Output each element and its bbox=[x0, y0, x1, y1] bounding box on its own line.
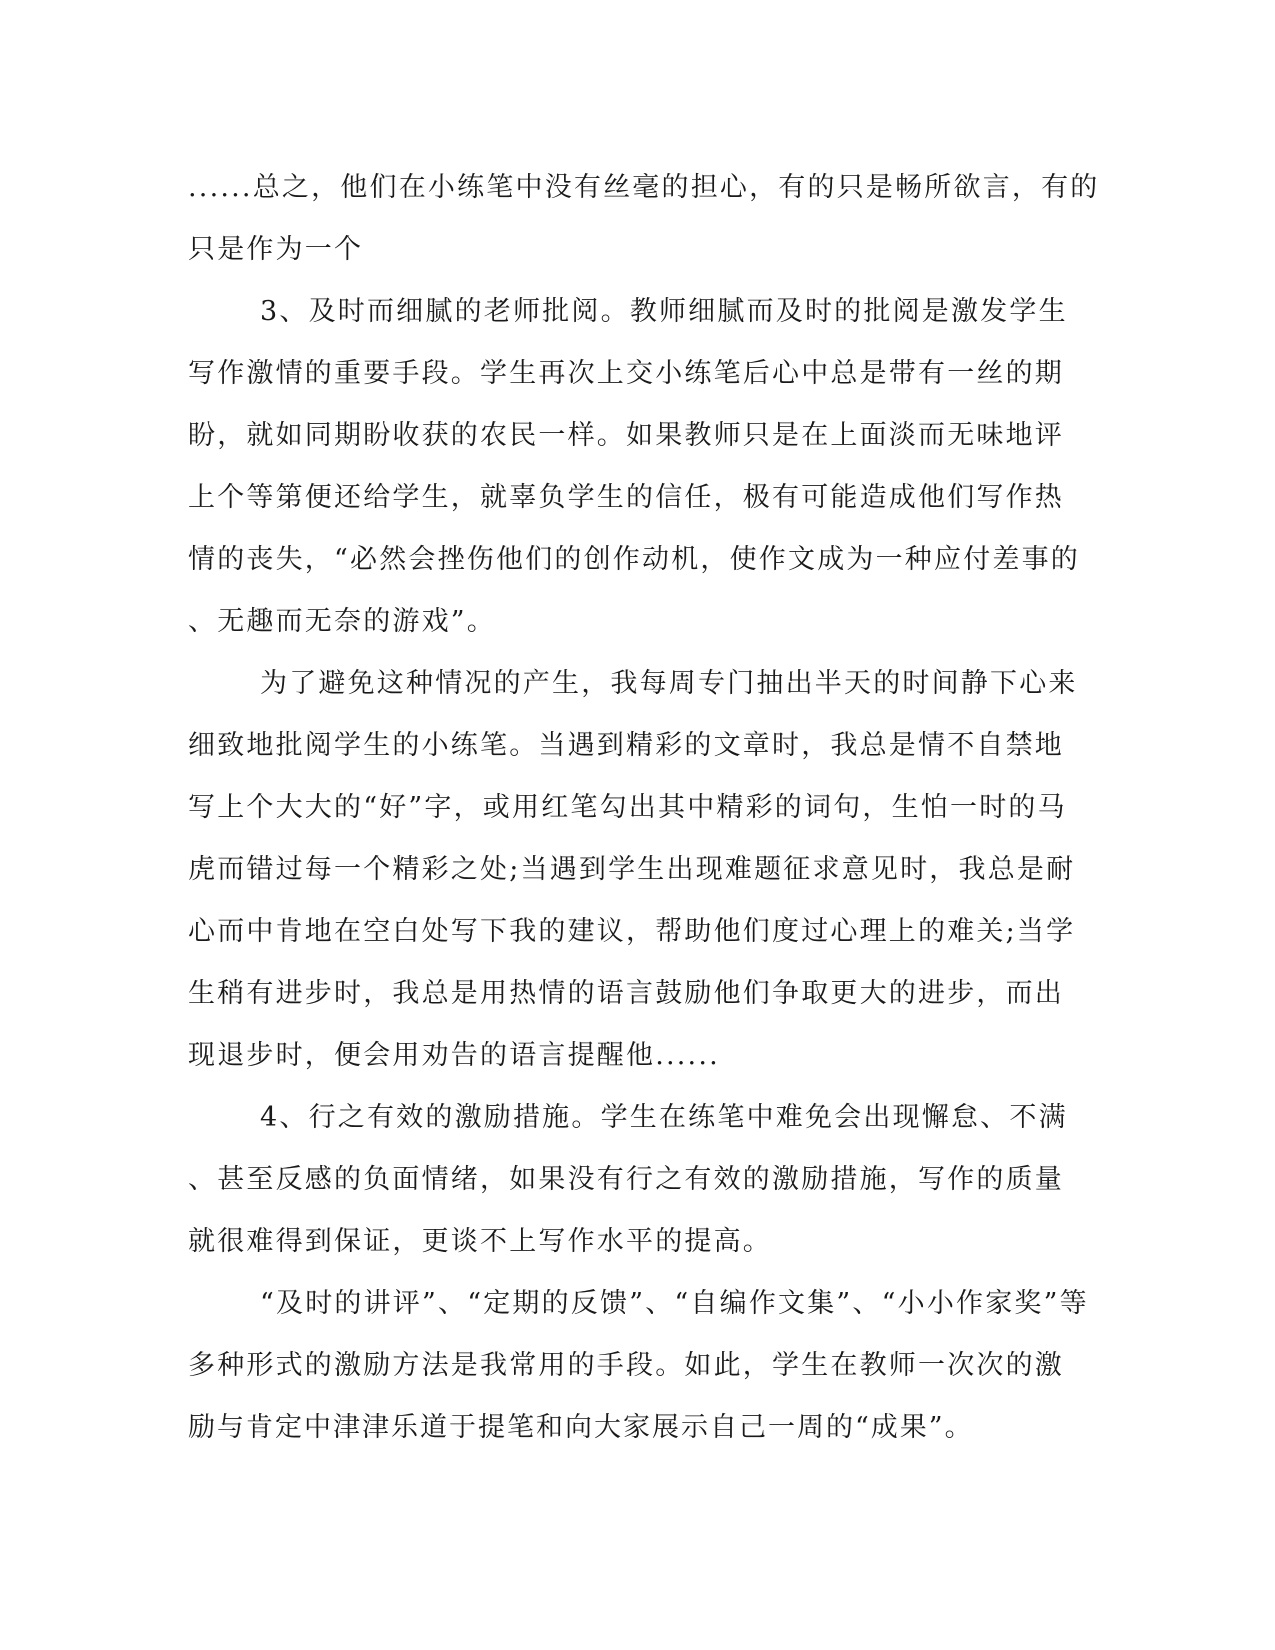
text-line: 、甚至反感的负面情绪，如果没有行之有效的激励措施，写作的质量 bbox=[188, 1164, 1064, 1195]
body-text bbox=[188, 157, 1100, 1459]
text-line: 写上个大大的“好”字，或用红笔勾出其中精彩的词句，生怕一时的马 bbox=[188, 792, 1067, 823]
text-line: 上个等第便还给学生，就辜负学生的信任，极有可能造成他们写作热 bbox=[188, 482, 1064, 513]
text-line: 、无趣而无奈的游戏”。 bbox=[188, 606, 497, 637]
text-line: 只是作为一个 bbox=[188, 234, 364, 265]
text-line: ......总之，他们在小练笔中没有丝毫的担心，有的只是畅所欲言，有的 bbox=[188, 172, 1100, 203]
section-heading-4: 4、行之有效的激励措施。学生在练笔中难免会出现懈怠、不满 bbox=[260, 1102, 1068, 1133]
text-line: 盼，就如同期盼收获的农民一样。如果教师只是在上面淡而无味地评 bbox=[188, 420, 1064, 451]
text-line: 生稍有进步时，我总是用热情的语言鼓励他们争取更大的进步，而出 bbox=[188, 978, 1064, 1009]
paragraph-start: “及时的讲评”、“定期的反馈”、“自编作文集”、“小小作家奖”等 bbox=[260, 1288, 1089, 1319]
text-line: 细致地批阅学生的小练笔。当遇到精彩的文章时，我总是情不自禁地 bbox=[188, 730, 1064, 761]
text-line: 心而中肯地在空白处写下我的建议，帮助他们度过心理上的难关;当学 bbox=[188, 916, 1076, 947]
text-line: 写作激情的重要手段。学生再次上交小练笔后心中总是带有一丝的期 bbox=[188, 358, 1064, 389]
text-line: 虎而错过每一个精彩之处;当遇到学生出现难题征求意见时，我总是耐 bbox=[188, 854, 1076, 885]
text-line: 多种形式的激励方法是我常用的手段。如此，学生在教师一次次的激 bbox=[188, 1350, 1064, 1381]
text-line: 情的丧失，“必然会挫伤他们的创作动机，使作文成为一种应付差事的 bbox=[188, 544, 1081, 575]
text-line: 现退步时，便会用劝告的语言提醒他...... bbox=[188, 1040, 720, 1071]
text-line: 就很难得到保证，更谈不上写作水平的提高。 bbox=[188, 1226, 772, 1257]
section-heading-3: 3、及时而细腻的老师批阅。教师细腻而及时的批阅是激发学生 bbox=[260, 296, 1068, 327]
paragraph-start: 为了避免这种情况的产生，我每周专门抽出半天的时间静下心来 bbox=[260, 668, 1078, 699]
text-line: 励与肯定中津津乐道于提笔和向大家展示自己一周的“成果”。 bbox=[188, 1412, 974, 1443]
